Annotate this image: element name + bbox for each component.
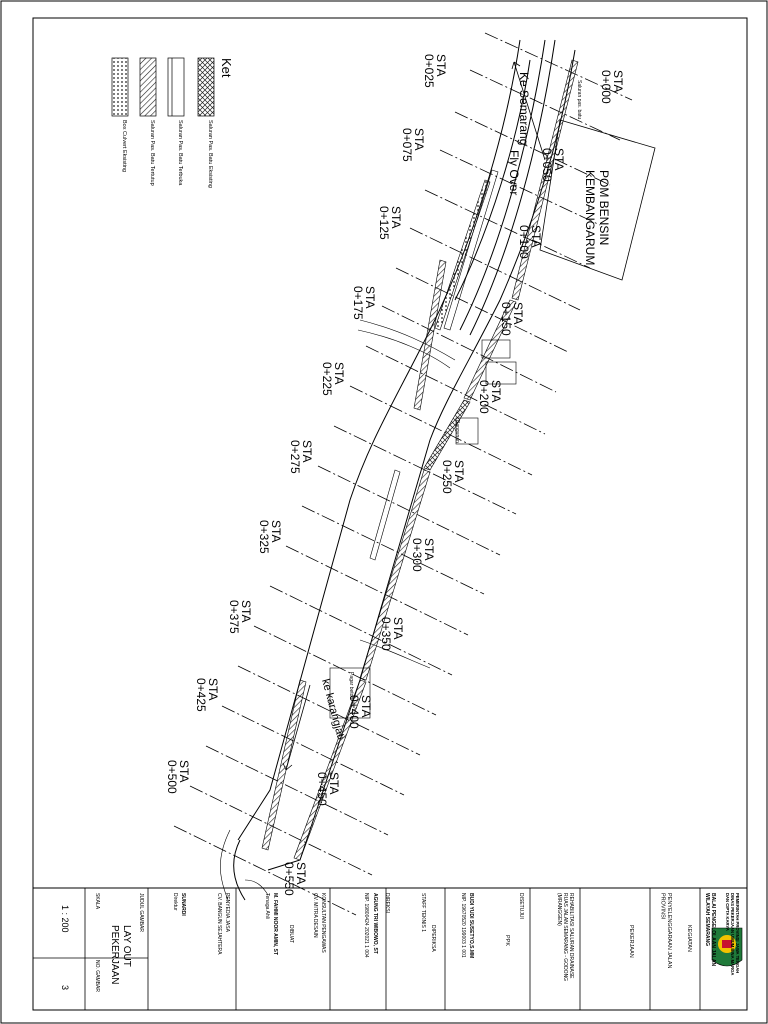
- station-label: STA0+075: [400, 128, 426, 162]
- penyedia-label: PENYEDIA JASA: [224, 893, 230, 932]
- legend-item-label: Box Culvert Eksisting: [121, 120, 127, 172]
- dibuat-name: M. FAHMI NOOR AMIN, ST: [272, 893, 278, 956]
- sheet-outer-border: [1, 1, 767, 1023]
- legend-item-label: Saluran Pas. Batu Eksisting: [207, 120, 213, 188]
- title-block: [33, 888, 747, 1010]
- legend-title: Ket: [219, 58, 234, 78]
- station-label: STA0+000: [599, 70, 625, 104]
- pekerjaan-value: REHABILITASI SALURAN DRAINASERUAS JALAN SEMARANG - GODONG(MRANGGEN): [556, 893, 574, 982]
- legend-swatch: [168, 58, 184, 116]
- disetujui-label: DISETUJUI: [518, 893, 524, 919]
- legend-item-label: Saluran Pas. Batu Tertutup: [149, 120, 155, 186]
- dibuat-label: DIBUAT: [288, 925, 294, 943]
- station-label: STA0+025: [422, 54, 448, 88]
- station-label: STA0+225: [320, 362, 346, 396]
- building-outlines: [220, 320, 516, 900]
- legend-swatch: [140, 58, 156, 116]
- judul-label: JUDUL GAMBAR: [138, 893, 144, 932]
- station-label: STA0+175: [351, 286, 377, 320]
- agency-name: PEMERINTAH PROVINSI JAWA TENGAHDINAS PEKERJAAN UMUM BINA MARGADAN CIPTA KARYA: [724, 893, 740, 976]
- no-gambar-value: 3: [60, 985, 70, 991]
- diperiksa-nip: NIP. 19670520 199003 1 001: [460, 893, 466, 958]
- skala-label: SKALA: [94, 893, 100, 910]
- label-fly-over: Fly Over: [507, 150, 521, 196]
- legend-swatch: [112, 58, 128, 116]
- diperiksa-name: BUDI YUDI SUSETYO,S.MM: [468, 893, 474, 959]
- penyedia-value: CV. BANGUN SEJAHTERA: [216, 893, 222, 955]
- konsultan-value: CV. MITRA DESAIN: [312, 893, 318, 938]
- station-label: STA0+300: [410, 538, 436, 572]
- direktur-role: Direktur: [172, 893, 178, 911]
- direksi-nip: NIP. 19800424 202021 1 004: [363, 893, 369, 958]
- svg-text:POM BENSIN KEMBANGARUM: [583, 170, 611, 265]
- legend: [112, 58, 234, 188]
- dibuat-role: Tenaga Ahli: [264, 893, 270, 919]
- station-label: STA0+425: [194, 678, 220, 712]
- agency-balai: BALAI PENGELOLAAN JALANWILAYAH SEMARANG: [704, 893, 716, 967]
- direktur-name: SUNARDI: [180, 893, 186, 916]
- station-label: STA0+500: [165, 760, 191, 794]
- station-label: STA0+375: [227, 600, 253, 634]
- small-label-3: Pagar beton: [348, 672, 354, 700]
- plan-drawing: [165, 33, 655, 915]
- gas-station-line-1: POM BENSIN: [597, 170, 611, 246]
- disetujui-value: PPK: [504, 935, 510, 947]
- judul-value: LAY OUTPEKERJAAN: [109, 925, 132, 985]
- small-label-1: Saluran pas. batu: [576, 80, 582, 120]
- gas-station-label: [583, 170, 611, 265]
- station-label: STA0+325: [257, 520, 283, 554]
- station-label: STA0+400: [347, 695, 373, 729]
- station-label: STA0+100: [517, 225, 543, 259]
- station-label: STA0+450: [315, 772, 341, 806]
- gas-station-line-2: KEMBANGARUM: [583, 170, 597, 266]
- station-label: STA0+150: [499, 302, 525, 336]
- diperiksa2-label: DIPERIKSA: [430, 925, 436, 952]
- station-label: STA0+550: [282, 862, 308, 896]
- station-labels-right: [282, 70, 625, 896]
- label-to-karangjati: ke karangjati: [319, 677, 347, 742]
- legend-swatch: [198, 58, 214, 116]
- station-label: STA0+350: [379, 617, 405, 651]
- direksi-label: DIREKSI: [384, 893, 390, 914]
- station-label: STA0+200: [477, 380, 503, 414]
- station-label: STA0+250: [440, 460, 466, 494]
- small-label-2: Bangunan: [454, 420, 460, 443]
- konsultan-label: KONSULTAN PENGAWAS: [320, 893, 326, 953]
- station-label: STA0+275: [288, 440, 314, 474]
- station-label: STA0+050: [540, 148, 566, 182]
- diperiksa2-value: STAFF TEKNIS 1: [420, 893, 426, 932]
- skala-value: 1 : 200: [60, 905, 70, 933]
- pekerjaan-label: PEKERJAAN: [628, 925, 634, 958]
- no-gambar-label: NO. GAMBAR: [94, 960, 100, 992]
- sheet-inner-border: [33, 18, 747, 1010]
- direksi-name: AGUNG TRI WIBOWO, ST: [372, 893, 378, 954]
- kegiatan-value: PENYELENGGARAAN JALANPROVINSI: [659, 893, 672, 969]
- label-to-semarang: Ke Semarang: [517, 72, 531, 146]
- kegiatan-label: KEGIATAN: [686, 925, 692, 952]
- station-label: STA0+125: [377, 206, 403, 240]
- legend-item-label: Saluran Pas. Batu Terbuka: [177, 120, 183, 186]
